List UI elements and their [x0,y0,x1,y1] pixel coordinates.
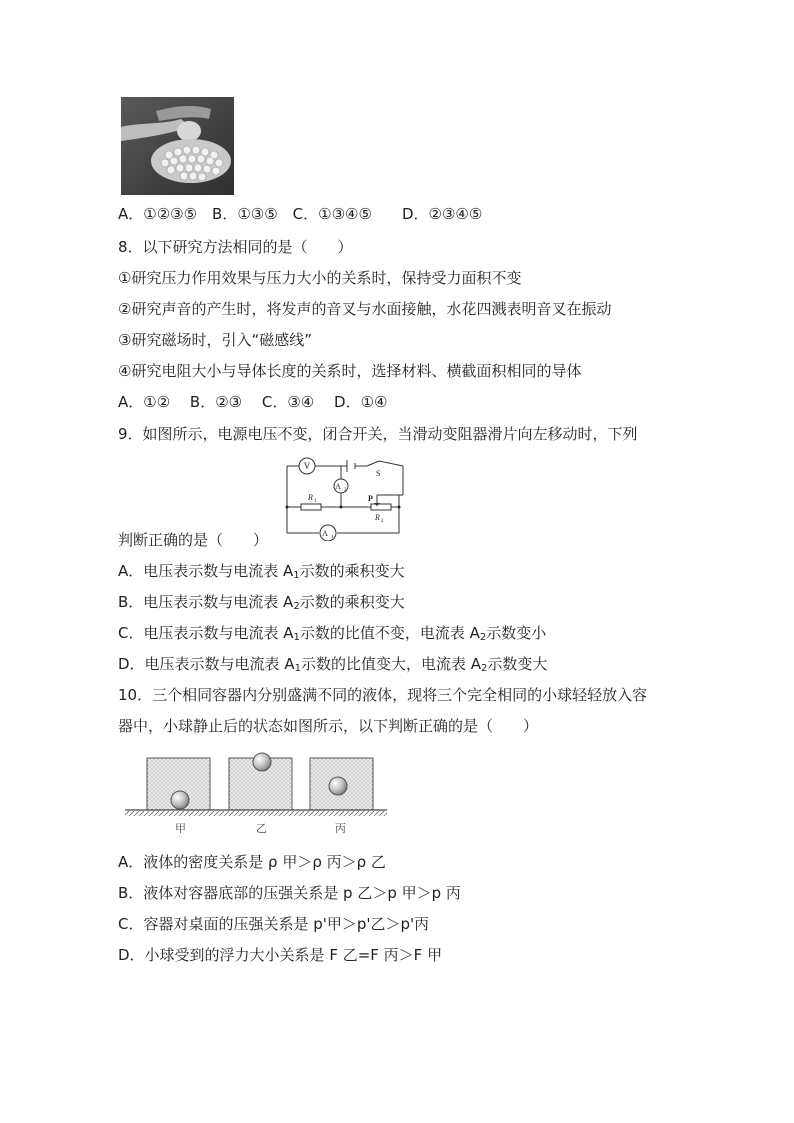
r2-sub: 2 [381,519,384,524]
q8-item-3: ③研究磁场时，引入“磁感线” [118,331,312,349]
label-yi: 乙 [256,822,267,835]
ammeter-a1-label: A [322,529,328,538]
q10-option-a: A．液体的密度关系是 ρ 甲＞ρ 丙＞ρ 乙 [118,853,386,871]
rice-ball-photo [121,97,234,195]
q9-stem-line1: 9．如图所示，电源电压不变，闭合开关，当滑动变阻器滑片向左移动时，下列 [118,425,638,443]
q10-stem-line2: 器中，小球静止后的状态如图所示，以下判断正确的是（ ） [118,717,539,735]
ammeter-a1-sub: 1 [331,535,334,540]
q8-item-2: ②研究声音的产生时，将发声的音叉与水面接触，水花四溅表明音叉在振动 [118,300,612,318]
label-bing: 丙 [335,822,346,835]
beaker-figure [125,750,387,840]
q10-option-b: B．液体对容器底部的压强关系是 p 乙＞p 甲＞p 丙 [118,884,461,902]
ball-bing [329,777,347,795]
ammeter-a2-label: A [335,482,341,491]
switch-label: S [376,469,381,478]
r2-label: R [375,513,380,522]
r1-label: R [308,493,313,502]
ball-yi [253,753,271,771]
voltmeter-label: V [303,461,311,471]
ammeter-a2-sub: 2 [344,488,347,493]
q8-stem: 8．以下研究方法相同的是（ ） [118,238,353,256]
slider-p-label: P [368,494,373,503]
q9-option-a: A．电压表示数与电流表 $A_1$示数的乘积变大 [118,562,405,581]
q8-item-4: ④研究电阻大小与导体长度的关系时，选择材料、横截面积相同的导体 [118,362,582,380]
q7-options: A．①②③⑤ B．①③⑤ C．①③④⑤ D．②③④⑤ [118,205,483,223]
q9-option-d: D．电压表示数与电流表 $A_1$示数的比值变大，电流表 $A_2$示数变大 [118,655,548,674]
q8-item-1: ①研究压力作用效果与压力大小的关系时，保持受力面积不变 [118,269,522,287]
q10-stem-line1: 10．三个相同容器内分别盛满不同的液体，现将三个完全相同的小球轻轻放入容 [118,686,648,704]
q9-option-b: B．电压表示数与电流表 $A_2$示数的乘积变大 [118,593,405,612]
q10-option-c: C．容器对桌面的压强关系是 p'甲＞p'乙＞p'丙 [118,915,430,933]
q10-option-d: D．小球受到的浮力大小关系是 F 乙=F 丙＞F 甲 [118,946,443,964]
r1-sub: 1 [314,499,317,504]
circuit-diagram [283,453,407,541]
q8-options: A．①② B．②③ C．③④ D．①④ [118,393,388,411]
q9-option-c: C．电压表示数与电流表 $A_1$示数的比值不变，电流表 $A_2$示数变小 [118,624,547,643]
q9-stem-line2: 判断正确的是（ ） [118,531,269,549]
label-jia: 甲 [175,822,186,835]
ball-jia [171,791,189,809]
